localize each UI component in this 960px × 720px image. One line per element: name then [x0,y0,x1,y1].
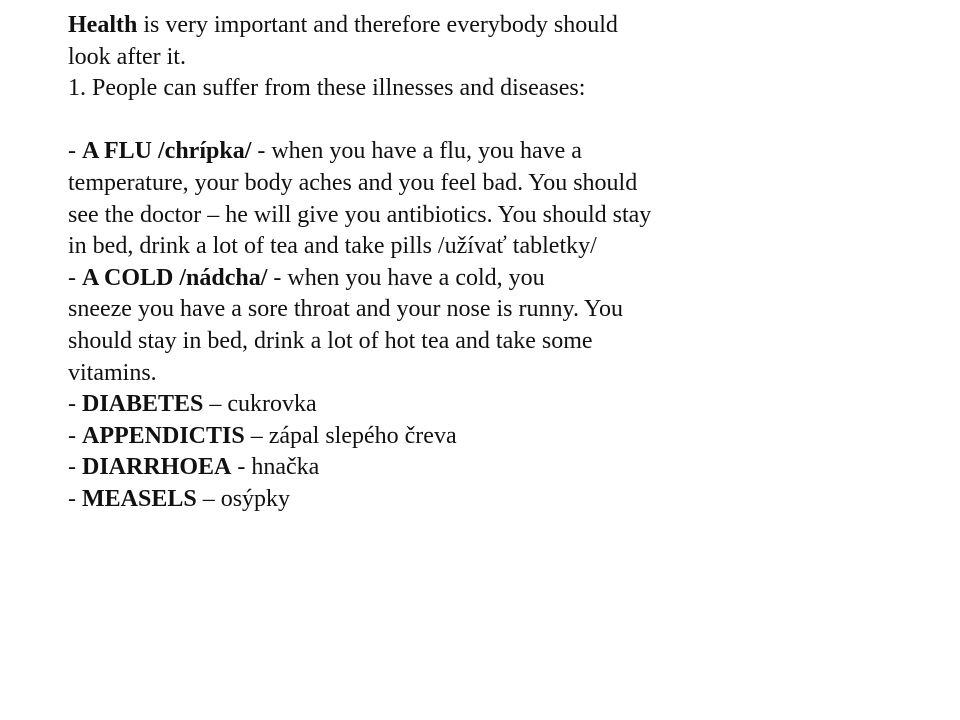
cold-entry [68,263,928,295]
flu-description-line: temperature, your body aches and you feel bad. You should [68,169,638,196]
section-title: People can suffer from these illnesses and diseases: [86,75,586,102]
cold-description-line: should stay in bed, drink a lot of hot tea and take some [68,327,593,354]
slide-text-body [68,10,928,516]
disease-entry-appendicitis [68,421,928,453]
disease-translation: – zápal slepého čreva [244,422,457,449]
disease-term: MEASELS [82,485,197,512]
cold-description-line: sneeze you have a sore throat and your nose is runny. You [68,296,623,323]
disease-entry-measles [68,484,928,516]
bullet-dash: - [68,422,82,449]
intro-text: is very important and therefore everybody should [137,12,618,38]
bullet-dash: - [68,454,82,481]
flu-term: A FLU /chrípka/ [82,138,252,165]
disease-entry-diabetes [68,389,928,421]
flu-description-line: in bed, drink a lot of tea and take pills /užívať tabletky/ [68,233,597,260]
cold-description: - when you have a cold, you [267,264,545,291]
disease-translation: – osýpky [196,485,291,512]
section-number: 1. [68,75,86,102]
health-heading-word: Health [68,12,138,38]
blank-line [68,105,928,137]
bullet-dash: - [68,264,82,291]
flu-entry [68,136,928,168]
disease-term: APPENDICTIS [82,422,245,449]
disease-entry-diarrhoea [68,452,928,484]
disease-translation: – cukrovka [203,391,317,418]
flu-description: - when you have a flu, you have a [251,138,582,165]
flu-description-line: see the doctor – he will give you antibiotics. You should stay [68,201,652,228]
intro-line-2: look after it. [68,43,186,70]
bullet-dash: - [68,138,82,165]
intro-line-1 [68,10,928,42]
disease-term: DIABETES [82,391,204,418]
bullet-dash: - [68,485,82,512]
cold-description-line: vitamins. [68,359,157,386]
disease-translation: - hnačka [231,454,320,481]
cold-term: A COLD /nádcha/ [82,264,268,291]
section-heading [68,73,928,105]
disease-term: DIARRHOEA [82,454,232,481]
bullet-dash: - [68,391,82,418]
